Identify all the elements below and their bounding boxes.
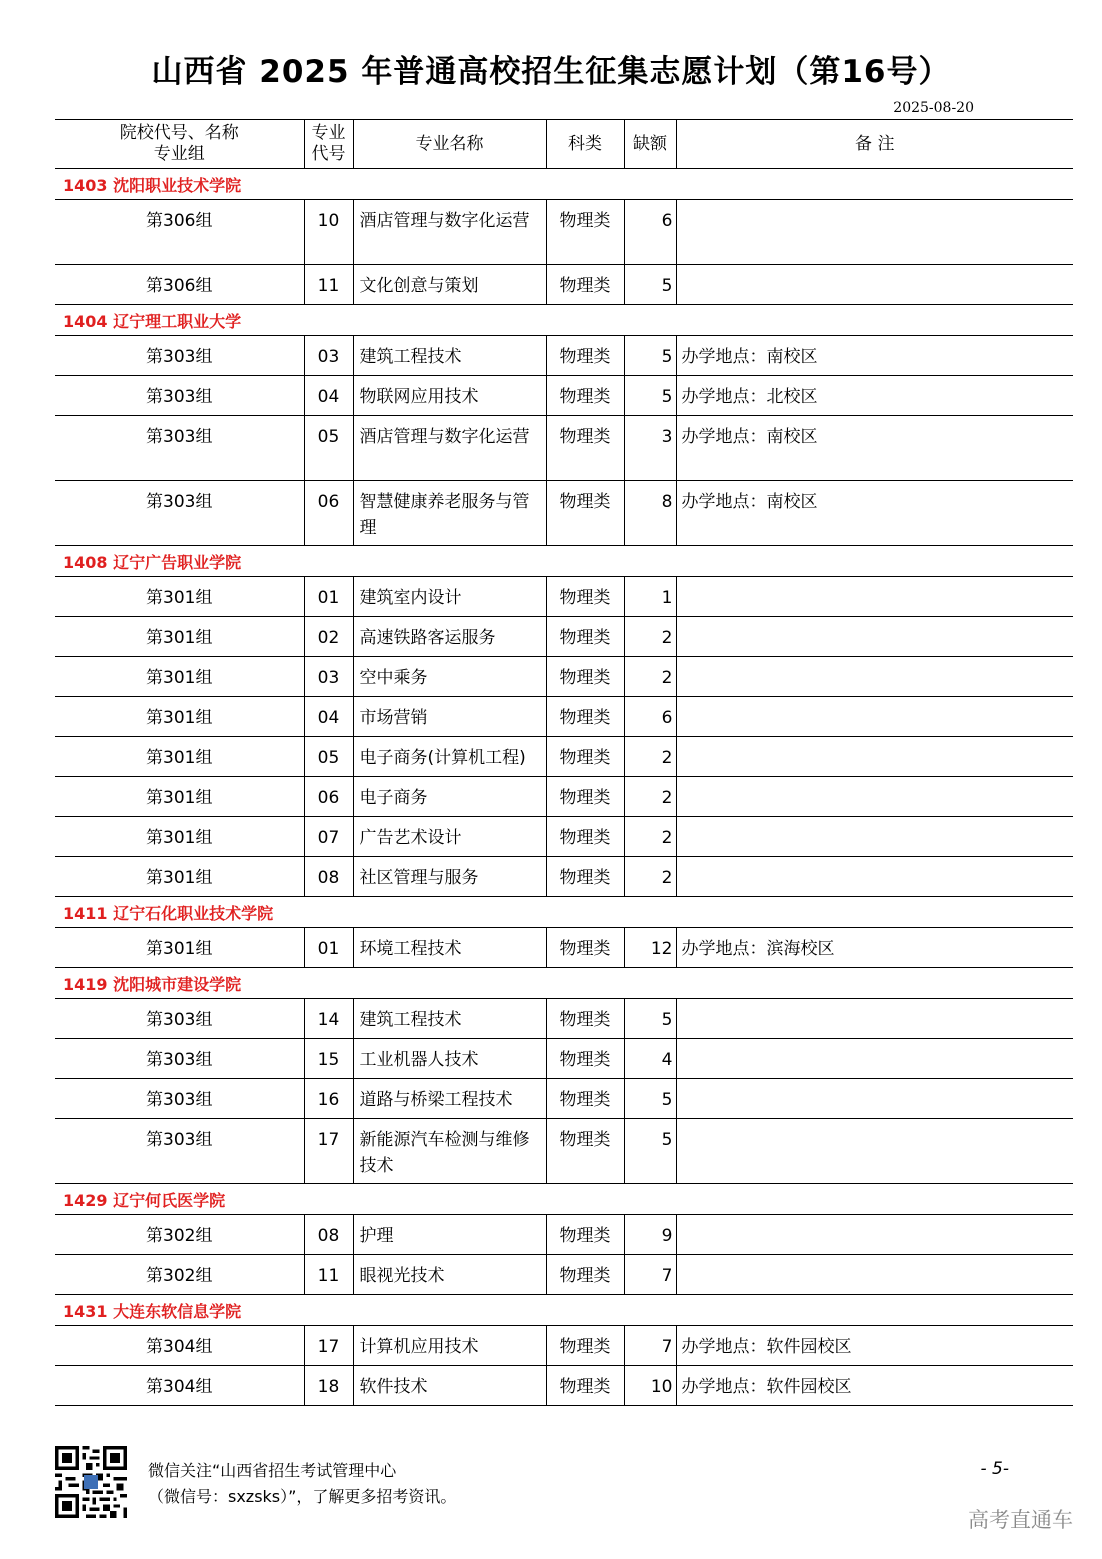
institution-label: 1411 辽宁石化职业技术学院	[55, 897, 1073, 928]
category-cell: 物理类	[546, 617, 624, 657]
category-cell: 物理类	[546, 577, 624, 617]
category-cell: 物理类	[546, 657, 624, 697]
table-row	[55, 200, 1073, 265]
institution-row	[55, 169, 1073, 200]
vacancy-cell: 5	[624, 1079, 676, 1119]
vacancy-cell: 2	[624, 817, 676, 857]
category-cell: 物理类	[546, 1326, 624, 1366]
group-cell: 第301组	[55, 577, 304, 617]
major-code-cell: 15	[304, 1039, 353, 1079]
group-cell: 第301组	[55, 697, 304, 737]
group-cell: 第303组	[55, 376, 304, 416]
group-cell: 第304组	[55, 1366, 304, 1406]
table-row	[55, 737, 1073, 777]
institution-row	[55, 546, 1073, 577]
table-row	[55, 577, 1073, 617]
group-cell: 第301组	[55, 777, 304, 817]
institution-label: 1431 大连东软信息学院	[55, 1295, 1073, 1326]
header-institution-line1: 院校代号、名称	[119, 123, 239, 143]
group-cell: 第303组	[55, 1079, 304, 1119]
note-cell: 办学地点：南校区	[676, 336, 1073, 376]
plan-table-body	[55, 169, 1073, 1406]
vacancy-cell: 6	[624, 697, 676, 737]
group-cell: 第303组	[55, 416, 304, 481]
table-row	[55, 657, 1073, 697]
header-vacancy: 缺额	[624, 120, 676, 169]
category-cell: 物理类	[546, 416, 624, 481]
group-cell: 第303组	[55, 481, 304, 546]
group-cell: 第301组	[55, 737, 304, 777]
major-name-cell: 广告艺术设计	[353, 817, 546, 857]
table-row	[55, 617, 1073, 657]
note-cell	[676, 617, 1073, 657]
vacancy-cell: 6	[624, 200, 676, 265]
table-row	[55, 1255, 1073, 1295]
group-cell: 第303组	[55, 999, 304, 1039]
table-row	[55, 1326, 1073, 1366]
vacancy-cell: 5	[624, 265, 676, 305]
vacancy-cell: 5	[624, 336, 676, 376]
vacancy-cell: 7	[624, 1255, 676, 1295]
major-code-cell: 11	[304, 1255, 353, 1295]
note-cell: 办学地点：软件园校区	[676, 1326, 1073, 1366]
note-cell	[676, 657, 1073, 697]
major-code-cell: 03	[304, 336, 353, 376]
category-cell: 物理类	[546, 1215, 624, 1255]
institution-row	[55, 1295, 1073, 1326]
major-code-cell: 17	[304, 1326, 353, 1366]
table-row	[55, 1119, 1073, 1184]
institution-label: 1419 沈阳城市建设学院	[55, 968, 1073, 999]
table-row	[55, 697, 1073, 737]
table-row	[55, 999, 1073, 1039]
group-cell: 第303组	[55, 1119, 304, 1184]
category-cell: 物理类	[546, 200, 624, 265]
major-name-cell: 高速铁路客运服务	[353, 617, 546, 657]
major-name-cell: 建筑工程技术	[353, 336, 546, 376]
vacancy-cell: 2	[624, 857, 676, 897]
note-cell	[676, 1119, 1073, 1184]
institution-label: 1403 沈阳职业技术学院	[55, 169, 1073, 200]
vacancy-cell: 2	[624, 737, 676, 777]
major-name-cell: 计算机应用技术	[353, 1326, 546, 1366]
vacancy-cell: 2	[624, 617, 676, 657]
vacancy-cell: 9	[624, 1215, 676, 1255]
header-major-code	[304, 120, 353, 169]
major-code-cell: 02	[304, 617, 353, 657]
institution-label: 1408 辽宁广告职业学院	[55, 546, 1073, 577]
note-cell: 办学地点：软件园校区	[676, 1366, 1073, 1406]
note-cell	[676, 817, 1073, 857]
major-name-cell: 工业机器人技术	[353, 1039, 546, 1079]
table-row	[55, 1215, 1073, 1255]
vacancy-cell: 7	[624, 1326, 676, 1366]
header-category: 科类	[546, 120, 624, 169]
note-cell	[676, 200, 1073, 265]
category-cell: 物理类	[546, 481, 624, 546]
note-cell	[676, 577, 1073, 617]
group-cell: 第301组	[55, 617, 304, 657]
group-cell: 第306组	[55, 265, 304, 305]
header-major-code-line2: 代号	[311, 144, 346, 164]
category-cell: 物理类	[546, 928, 624, 968]
table-row	[55, 376, 1073, 416]
group-cell: 第303组	[55, 1039, 304, 1079]
vacancy-cell: 2	[624, 777, 676, 817]
institution-label: 1429 辽宁何氏医学院	[55, 1184, 1073, 1215]
major-name-cell: 市场营销	[353, 697, 546, 737]
note-cell: 办学地点：北校区	[676, 376, 1073, 416]
table-header-row	[55, 120, 1073, 169]
vacancy-cell: 3	[624, 416, 676, 481]
category-cell: 物理类	[546, 1255, 624, 1295]
table-row	[55, 481, 1073, 546]
note-cell	[676, 1215, 1073, 1255]
major-code-cell: 06	[304, 481, 353, 546]
major-code-cell: 14	[304, 999, 353, 1039]
plan-table	[55, 119, 1073, 1406]
major-name-cell: 酒店管理与数字化运营	[353, 416, 546, 481]
vacancy-cell: 5	[624, 1119, 676, 1184]
vacancy-cell: 4	[624, 1039, 676, 1079]
header-institution	[55, 120, 304, 169]
note-cell: 办学地点：南校区	[676, 416, 1073, 481]
note-cell: 办学地点：滨海校区	[676, 928, 1073, 968]
vacancy-cell: 5	[624, 999, 676, 1039]
major-name-cell: 环境工程技术	[353, 928, 546, 968]
footer-line2: （微信号：sxzsks）”，了解更多招考资讯。	[148, 1487, 457, 1506]
major-code-cell: 04	[304, 697, 353, 737]
note-cell	[676, 1079, 1073, 1119]
group-cell: 第301组	[55, 928, 304, 968]
vacancy-cell: 2	[624, 657, 676, 697]
major-name-cell: 电子商务(计算机工程)	[353, 737, 546, 777]
major-code-cell: 16	[304, 1079, 353, 1119]
group-cell: 第303组	[55, 336, 304, 376]
institution-label: 1404 辽宁理工职业大学	[55, 305, 1073, 336]
table-row	[55, 817, 1073, 857]
group-cell: 第301组	[55, 817, 304, 857]
major-code-cell: 05	[304, 737, 353, 777]
note-cell: 办学地点：南校区	[676, 481, 1073, 546]
major-code-cell: 04	[304, 376, 353, 416]
table-row	[55, 1366, 1073, 1406]
major-code-cell: 18	[304, 1366, 353, 1406]
major-code-cell: 08	[304, 857, 353, 897]
note-cell	[676, 697, 1073, 737]
page-title: 山西省 2025 年普通高校招生征集志愿计划（第16号）	[151, 54, 951, 90]
footer-line1: 微信关注“山西省招生考试管理中心	[148, 1461, 397, 1480]
vacancy-cell: 10	[624, 1366, 676, 1406]
major-name-cell: 建筑工程技术	[353, 999, 546, 1039]
group-cell: 第304组	[55, 1326, 304, 1366]
qr-code-image	[55, 1446, 127, 1518]
major-name-cell: 软件技术	[353, 1366, 546, 1406]
table-row	[55, 1079, 1073, 1119]
category-cell: 物理类	[546, 817, 624, 857]
major-name-cell: 新能源汽车检测与维修技术	[353, 1119, 546, 1184]
group-cell: 第301组	[55, 657, 304, 697]
major-code-cell: 06	[304, 777, 353, 817]
major-name-cell: 道路与桥梁工程技术	[353, 1079, 546, 1119]
category-cell: 物理类	[546, 1039, 624, 1079]
note-cell	[676, 1255, 1073, 1295]
major-name-cell: 护理	[353, 1215, 546, 1255]
group-cell: 第302组	[55, 1215, 304, 1255]
table-row	[55, 777, 1073, 817]
major-code-cell: 11	[304, 265, 353, 305]
footer-note	[148, 1458, 456, 1510]
category-cell: 物理类	[546, 999, 624, 1039]
group-cell: 第301组	[55, 857, 304, 897]
category-cell: 物理类	[546, 697, 624, 737]
vacancy-cell: 12	[624, 928, 676, 968]
major-name-cell: 文化创意与策划	[353, 265, 546, 305]
vacancy-cell: 1	[624, 577, 676, 617]
category-cell: 物理类	[546, 265, 624, 305]
category-cell: 物理类	[546, 737, 624, 777]
major-name-cell: 物联网应用技术	[353, 376, 546, 416]
major-code-cell: 01	[304, 577, 353, 617]
major-name-cell: 酒店管理与数字化运营	[353, 200, 546, 265]
table-row	[55, 265, 1073, 305]
major-code-cell: 01	[304, 928, 353, 968]
table-row	[55, 336, 1073, 376]
note-cell	[676, 857, 1073, 897]
category-cell: 物理类	[546, 1119, 624, 1184]
note-cell	[676, 265, 1073, 305]
note-cell	[676, 737, 1073, 777]
major-code-cell: 07	[304, 817, 353, 857]
watermark: 高考直通车	[968, 1508, 1073, 1532]
institution-row	[55, 897, 1073, 928]
major-name-cell: 电子商务	[353, 777, 546, 817]
table-row	[55, 857, 1073, 897]
group-cell: 第302组	[55, 1255, 304, 1295]
category-cell: 物理类	[546, 336, 624, 376]
category-cell: 物理类	[546, 777, 624, 817]
header-major-code-line1: 专业	[311, 123, 346, 143]
major-code-cell: 03	[304, 657, 353, 697]
major-code-cell: 05	[304, 416, 353, 481]
major-code-cell: 17	[304, 1119, 353, 1184]
institution-row	[55, 305, 1073, 336]
vacancy-cell: 8	[624, 481, 676, 546]
vacancy-cell: 5	[624, 376, 676, 416]
header-institution-line2: 专业组	[153, 144, 205, 164]
note-cell	[676, 1039, 1073, 1079]
category-cell: 物理类	[546, 1366, 624, 1406]
table-row	[55, 1039, 1073, 1079]
table-row	[55, 928, 1073, 968]
major-code-cell: 08	[304, 1215, 353, 1255]
major-code-cell: 10	[304, 200, 353, 265]
note-cell	[676, 999, 1073, 1039]
major-name-cell: 社区管理与服务	[353, 857, 546, 897]
category-cell: 物理类	[546, 857, 624, 897]
group-cell: 第306组	[55, 200, 304, 265]
note-cell	[676, 777, 1073, 817]
institution-row	[55, 968, 1073, 999]
major-name-cell: 智慧健康养老服务与管理	[353, 481, 546, 546]
major-name-cell: 建筑室内设计	[353, 577, 546, 617]
page-number: - 5-	[980, 1459, 1009, 1479]
category-cell: 物理类	[546, 376, 624, 416]
major-name-cell: 眼视光技术	[353, 1255, 546, 1295]
publish-date: 2025-08-20	[893, 100, 974, 116]
header-note: 备 注	[676, 120, 1073, 169]
major-name-cell: 空中乘务	[353, 657, 546, 697]
header-major-name: 专业名称	[353, 120, 546, 169]
institution-row	[55, 1184, 1073, 1215]
table-row	[55, 416, 1073, 481]
category-cell: 物理类	[546, 1079, 624, 1119]
